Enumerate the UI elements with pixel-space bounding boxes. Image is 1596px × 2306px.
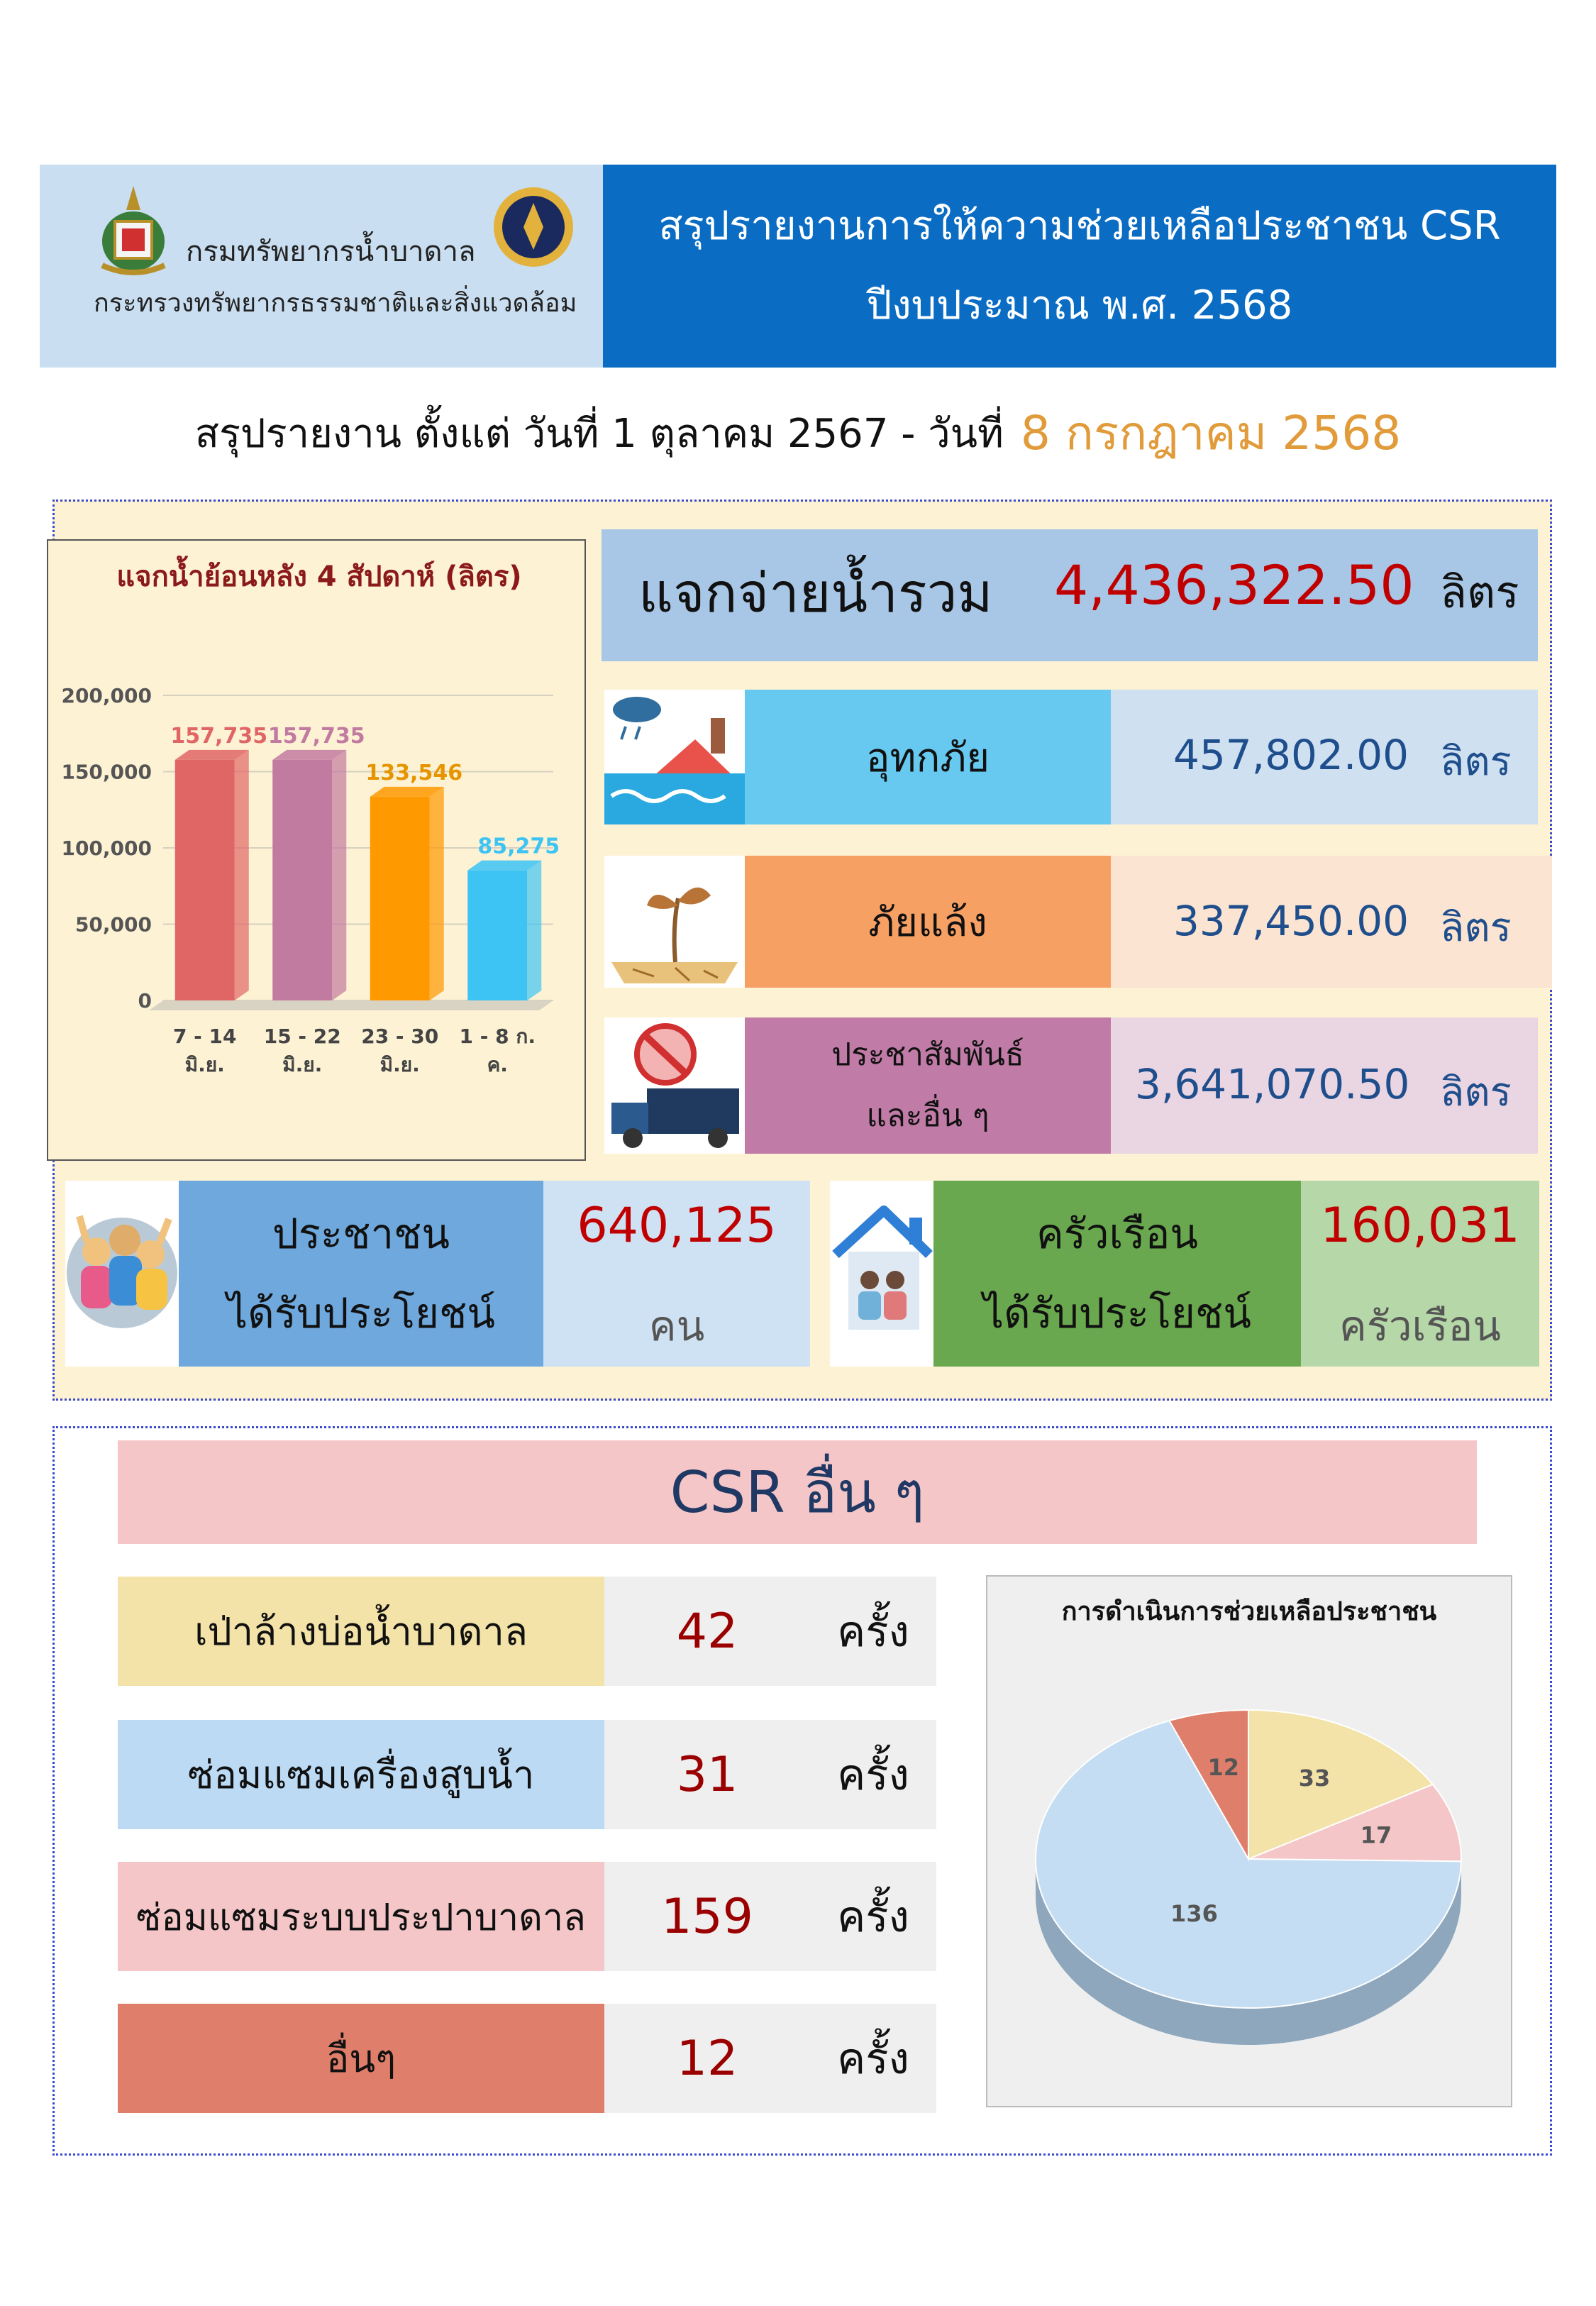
drought-category [745,856,1111,988]
bar-chart-ytick-label: 0 [138,989,152,1013]
report-title-line2: ปีงบประมาณ พ.ศ. 2568 [866,282,1293,329]
bar [175,760,235,1000]
flood-house-icon [604,690,745,824]
people-benefit-value: 640,125 [577,1198,777,1254]
bar-value-label: 157,735 [267,723,365,749]
water-truck-icon [604,1017,745,1154]
drought-unit: ลิตร [1440,905,1512,951]
report-period-end-date: 8 กรกฎาคม 2568 [1020,405,1402,460]
household-benefit-line2: ได้รับประโยชน์ [982,1289,1252,1337]
pr-other-category [745,1017,1111,1154]
pr-other-value: 3,641,070.50 [1135,1060,1410,1108]
task-label-water-system-repair: ซ่อมแซมระบบประปาบาดาล [118,1862,604,1971]
bar-chart-floor [149,1000,553,1010]
flood-unit: ลิตร [1440,739,1512,785]
report-title-line1: สรุปรายงานการให้ความช่วยเหลือประชาชน CSR [658,203,1501,249]
task-value-well-flush: 42 [676,1603,738,1660]
household-benefit-line1: ครัวเรือน [1036,1210,1198,1258]
task-unit-water-system-repair: ครั้ง [837,1892,909,1942]
pie-slice-label: 136 [1170,1899,1218,1927]
bar-category-label: 1 - 8 ก. [459,1025,536,1048]
bar [467,871,527,1000]
flood-category [745,690,1111,824]
bar-category-label: 7 - 14 [172,1025,237,1048]
bar-category-label: มิ.ย. [282,1053,323,1076]
task-label-well-flush: เป่าล้างบ่อน้ำบาดาล [118,1577,604,1686]
bar-category-label: ค. [487,1053,508,1076]
drought-value: 337,450.00 [1173,897,1409,945]
bar-category-label: มิ.ย. [379,1053,420,1076]
bar-chart-ytick-label: 50,000 [74,912,152,937]
bar-side [332,750,346,1000]
family-house-icon [830,1181,933,1367]
report-period [0,397,1596,468]
bar-value-label: 157,735 [170,723,268,749]
task-unit-pump-repair: ครั้ง [837,1750,909,1800]
flood-value: 457,802.00 [1173,731,1409,779]
task-label-other: อื่นๆ [118,2004,604,2113]
household-benefit-value: 160,031 [1320,1198,1520,1254]
task-unit-well-flush: ครั้ง [837,1606,909,1657]
bar-chart-ytick-label: 150,000 [61,760,152,784]
ministry-seal-icon [491,182,576,274]
bar-side [527,861,541,1000]
household-benefit-label [933,1181,1301,1367]
bar-category-label: 15 - 22 [263,1025,341,1048]
task-value-other: 12 [676,2030,738,2087]
task-value-water-system-repair: 159 [661,1888,753,1945]
pr-other-unit: ลิตร [1440,1069,1512,1115]
report-period-prefix: สรุปรายงาน ตั้งแต่ วันที่ 1 ตุลาคม 2567 - วันที่ [194,410,1004,457]
task-label-pump-repair: ซ่อมแซมเครื่องสูบน้ำ [118,1720,604,1829]
pie-chart [1007,1646,1490,2086]
pr-other-label-line2: และอื่น ๆ [866,1098,990,1134]
bar-value-label: 133,546 [365,760,463,785]
flood-label: อุทกภัย [865,734,990,781]
ministry-name: กระทรวงทรัพยากรธรรมชาติและสิ่งแวดล้อม [94,289,577,318]
people-benefit-unit: คน [648,1302,705,1350]
total-water-value: 4,436,322.50 [1054,553,1414,617]
pie-chart-title: การดำเนินการช่วยเหลือประชาชน [1061,1597,1437,1626]
csr-other-title: CSR อื่น ๆ [118,1440,1477,1544]
bar-category-label: มิ.ย. [184,1053,225,1076]
bar [272,760,332,1000]
pie-slice-label: 17 [1360,1821,1392,1849]
total-water-label: แจกจ่ายน้ำรวม [638,561,993,624]
people-benefit-label [179,1181,543,1367]
bar-chart-title: แจกน้ำย้อนหลัง 4 สัปดาห์ (ลิตร) [116,561,522,593]
household-benefit-unit: ครัวเรือน [1339,1302,1501,1350]
people-benefit-line2: ได้รับประโยชน์ [226,1289,496,1337]
pr-other-label-line1: ประชาสัมพันธ์ [831,1037,1024,1073]
pie-slice-label: 33 [1298,1765,1331,1792]
people-benefit-line1: ประชาชน [272,1210,450,1258]
agency-emblem-icon [91,182,176,281]
bar-side [235,750,249,1000]
report-title-banner [603,165,1556,368]
people-crowd-icon [65,1181,179,1367]
task-value-pump-repair: 31 [676,1746,738,1803]
total-water-unit: ลิตร [1440,566,1519,618]
agency-name: กรมทรัพยากรน้ำบาดาล [186,236,476,268]
bar-side [430,787,444,1000]
bar-category-label: 23 - 30 [361,1025,439,1048]
bar-value-label: 85,275 [477,834,560,859]
bar-chart-ytick-label: 200,000 [61,684,152,707]
pie-slice-label: 12 [1207,1754,1240,1782]
task-unit-other: ครั้ง [837,2034,909,2084]
bar-chart [57,660,582,1100]
bar-chart-ytick-label: 100,000 [61,837,152,860]
drought-label: ภัยแล้ง [868,899,987,946]
bar [370,797,430,1000]
drought-plant-icon [604,856,745,988]
